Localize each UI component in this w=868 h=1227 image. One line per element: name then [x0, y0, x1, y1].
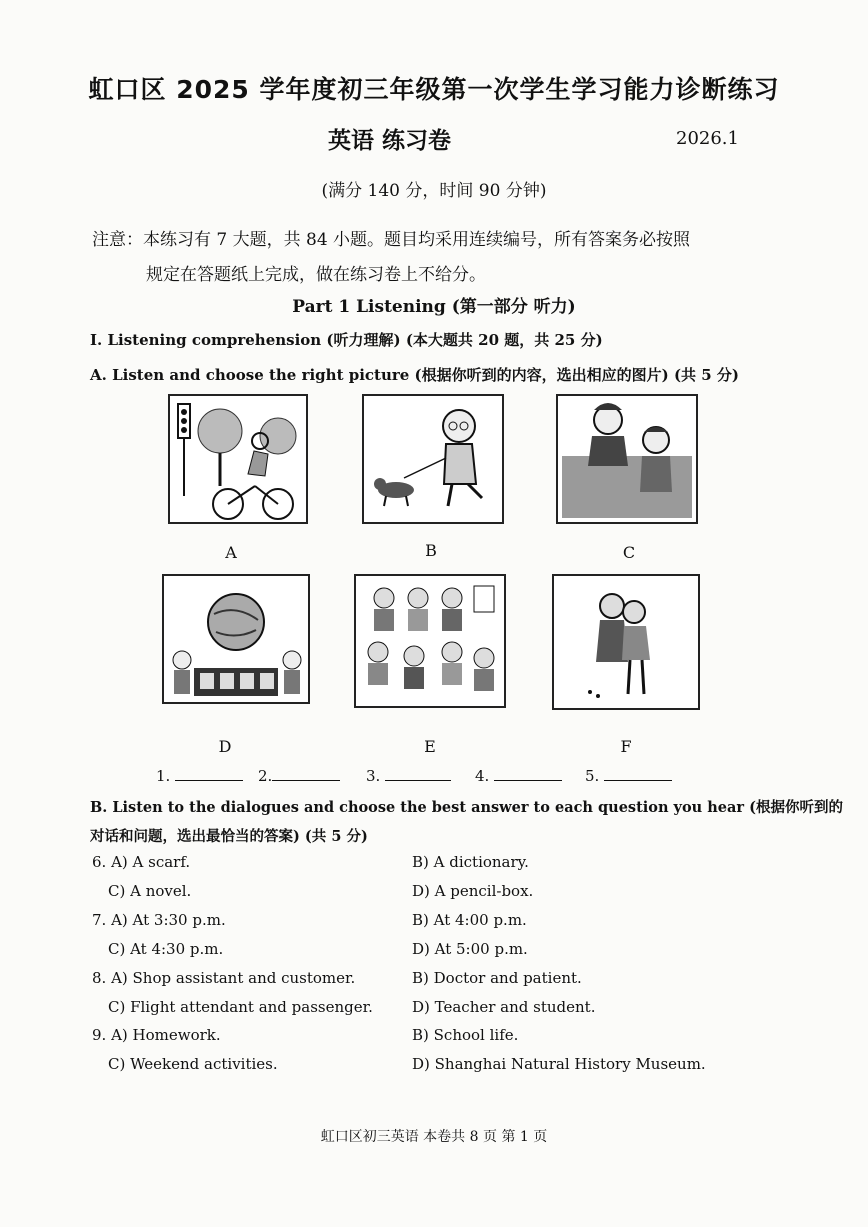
- blank-4-line[interactable]: [494, 766, 562, 781]
- picture-b-label: B: [425, 541, 437, 560]
- blank-2-number: 2.: [258, 767, 273, 785]
- question-7-option-d: D) At 5:00 p.m.: [412, 940, 528, 958]
- question-8-option-a: 8. A) Shop assistant and customer.: [92, 969, 356, 987]
- question-8-option-c: C) Flight attendant and passenger.: [108, 998, 373, 1016]
- question-6-option-c: C) A novel.: [108, 882, 192, 900]
- picture-c-label: C: [622, 543, 636, 562]
- notice-line-1: 注意：本练习有 7 大题，共 84 小题。题目均采用连续编号，所有答案务必按照: [92, 230, 691, 250]
- globe-illustration: [164, 576, 308, 702]
- question-7-option-b: B) At 4:00 p.m.: [412, 911, 527, 929]
- section-i-heading: I. Listening comprehension (听力理解) (本大题共 20 题，共 25 分): [90, 331, 603, 349]
- picture-e: [354, 574, 506, 708]
- notice-line-2: 规定在答题纸上完成，做在练习卷上不给分。: [146, 265, 486, 285]
- parent-child-illustration: [554, 576, 698, 708]
- notice: [92, 223, 690, 293]
- blank-5-number: 5.: [585, 767, 600, 785]
- question-6-option-b: B) A dictionary.: [412, 853, 529, 871]
- question-9-option-a: 9. A) Homework.: [92, 1026, 221, 1044]
- blank-1-line[interactable]: [175, 766, 243, 781]
- dog-walker-illustration: [364, 396, 502, 522]
- picture-f-label: F: [620, 737, 632, 756]
- section-b-heading-line-1: B. Listen to the dialogues and choose the best answer to each question you hear (根据你听到的: [90, 799, 843, 816]
- answer-blank-3[interactable]: [366, 766, 451, 785]
- question-9-option-d: D) Shanghai Natural History Museum.: [412, 1055, 706, 1073]
- blank-2-line[interactable]: [272, 766, 340, 781]
- score-time-info: (满分 140 分，时间 90 分钟): [321, 181, 547, 201]
- paper-date: 2026.1: [676, 128, 739, 149]
- picture-f: [552, 574, 700, 710]
- question-6-option-a: 6. A) A scarf.: [92, 853, 191, 871]
- blank-4-number: 4.: [475, 767, 490, 785]
- blank-3-line[interactable]: [385, 766, 451, 781]
- page-footer: 虹口区初三英语 本卷共 8 页 第 1 页: [320, 1129, 548, 1145]
- question-9-option-c: C) Weekend activities.: [108, 1055, 278, 1073]
- answer-blank-4[interactable]: [475, 766, 562, 785]
- question-9-option-b: B) School life.: [412, 1026, 519, 1044]
- picture-d-label: D: [218, 737, 232, 756]
- cyclist-illustration: [170, 396, 306, 522]
- answer-blank-1[interactable]: [156, 766, 243, 785]
- question-8-option-d: D) Teacher and student.: [412, 998, 596, 1016]
- conversation-illustration: [558, 396, 696, 522]
- picture-a-label: A: [225, 543, 237, 562]
- section-b-heading-line-2: 对话和问题，选出最恰当的答案) (共 5 分): [90, 828, 368, 845]
- answer-blank-5[interactable]: [585, 766, 672, 785]
- blank-1-number: 1.: [156, 767, 171, 785]
- question-7-option-c: C) At 4:30 p.m.: [108, 940, 224, 958]
- picture-c: [556, 394, 698, 524]
- paper-subtitle: 英语 练习卷: [328, 128, 452, 154]
- picture-a: [168, 394, 308, 524]
- question-6-option-d: D) A pencil-box.: [412, 882, 534, 900]
- picture-b: [362, 394, 504, 524]
- picture-e-label: E: [424, 737, 436, 756]
- blank-3-number: 3.: [366, 767, 381, 785]
- page-title: 虹口区 2025 学年度初三年级第一次学生学习能力诊断练习: [88, 75, 780, 104]
- picture-d: [162, 574, 310, 704]
- section-a-heading: A. Listen and choose the right picture (根据你听到的内容，选出相应的图片) (共 5 分): [90, 366, 740, 384]
- blank-5-line[interactable]: [604, 766, 672, 781]
- question-7-option-a: 7. A) At 3:30 p.m.: [92, 911, 226, 929]
- part-heading: Part 1 Listening (第一部分 听力): [292, 297, 576, 317]
- question-8-option-b: B) Doctor and patient.: [412, 969, 582, 987]
- answer-blank-2[interactable]: [258, 766, 340, 785]
- group-activity-illustration: [356, 576, 504, 706]
